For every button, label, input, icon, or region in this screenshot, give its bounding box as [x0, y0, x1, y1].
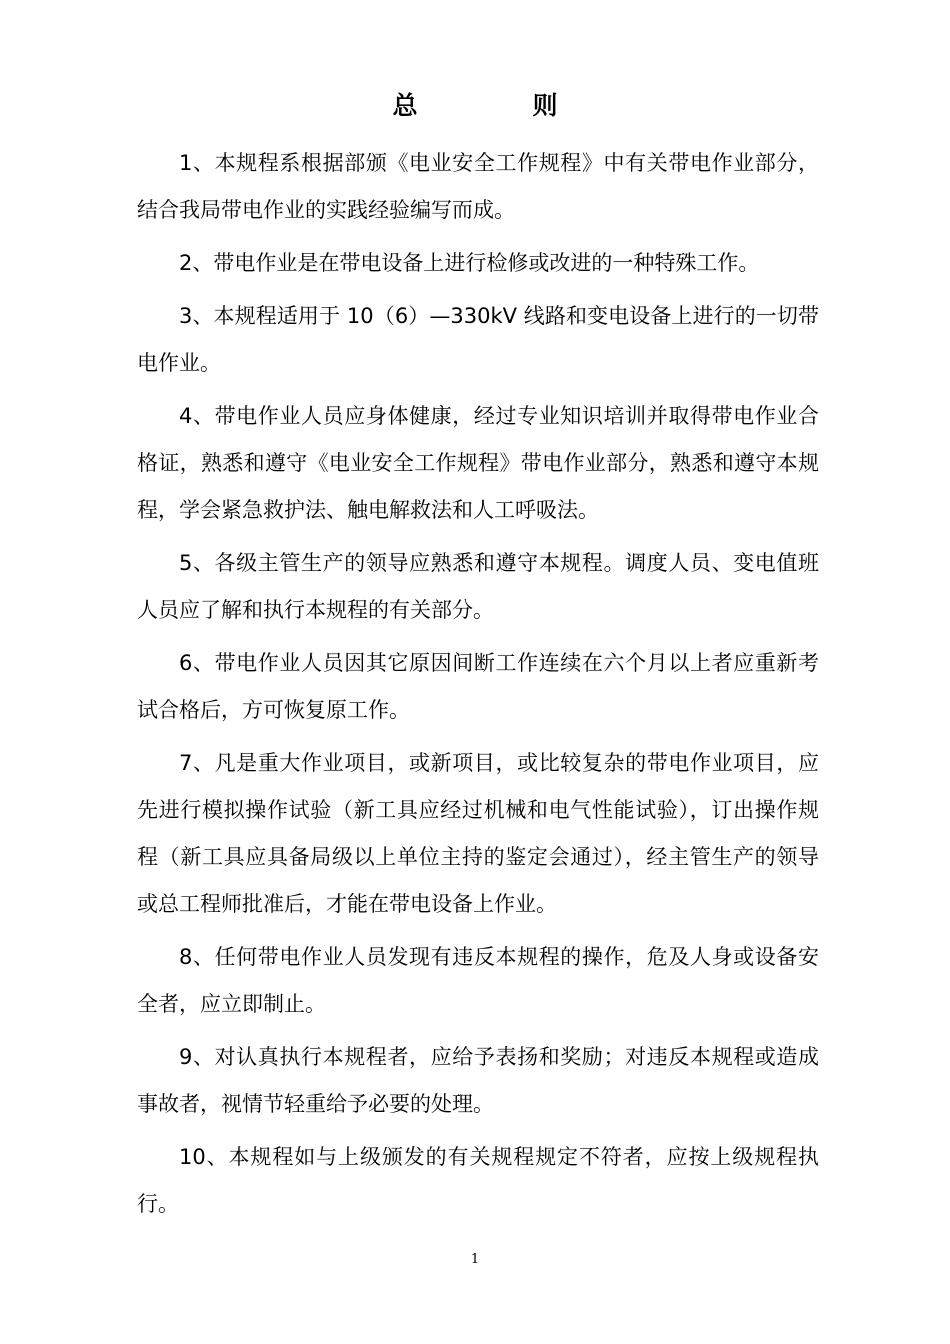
paragraph-2: 2、带电作业是在带电设备上进行检修或改进的一种特殊工作。: [179, 251, 760, 275]
paragraph-1: 1、本规程系根据部颁《电业安全工作规程》中有关带电作业部分，结合我局带电作业的实践经验编写而成。: [137, 151, 819, 222]
paragraph-8: 8、任何带电作业人员发现有违反本规程的操作，危及人身或设备安全者，应立即制止。: [137, 945, 819, 1016]
title-char-2: 则: [532, 91, 558, 120]
paragraph-3: 3、本规程适用于 10（6）—330kV 线路和变电设备上进行的一切带电作业。: [137, 304, 819, 375]
title-char-1: 总: [392, 91, 418, 120]
page-title: [0, 86, 950, 126]
paragraph-10: 10、本规程如与上级颁发的有关规程规定不符者，应按上级规程执行。: [137, 1145, 819, 1216]
paragraph-5: 5、各级主管生产的领导应熟悉和遵守本规程。调度人员、变电值班人员应了解和执行本规程的有关部分。: [137, 551, 819, 622]
paragraph-4: 4、带电作业人员应身体健康，经过专业知识培训并取得带电作业合格证，熟悉和遵守《电业安全工作规程》带电作业部分，熟悉和遵守本规程，学会紧急救护法、触电解救法和人工呼吸法。: [137, 404, 819, 522]
paragraph-7: 7、凡是重大作业项目，或新项目，或比较复杂的带电作业项目，应先进行模拟操作试验（新工具应经过机械和电气性能试验），订出操作规程（新工具应具备局级以上单位主持的鉴定会通过），经主管生产的领导或总工程师批准后，才能在带电设备上作业。: [137, 751, 819, 916]
document-body: [137, 140, 819, 1234]
paragraph-9: 9、对认真执行本规程者，应给予表扬和奖励；对违反本规程或造成事故者，视情节轻重给予必要的处理。: [137, 1045, 819, 1116]
paragraph-6: 6、带电作业人员因其它原因间断工作连续在六个月以上者应重新考试合格后，方可恢复原工作。: [137, 651, 819, 722]
page-number: 1: [470, 1252, 480, 1267]
